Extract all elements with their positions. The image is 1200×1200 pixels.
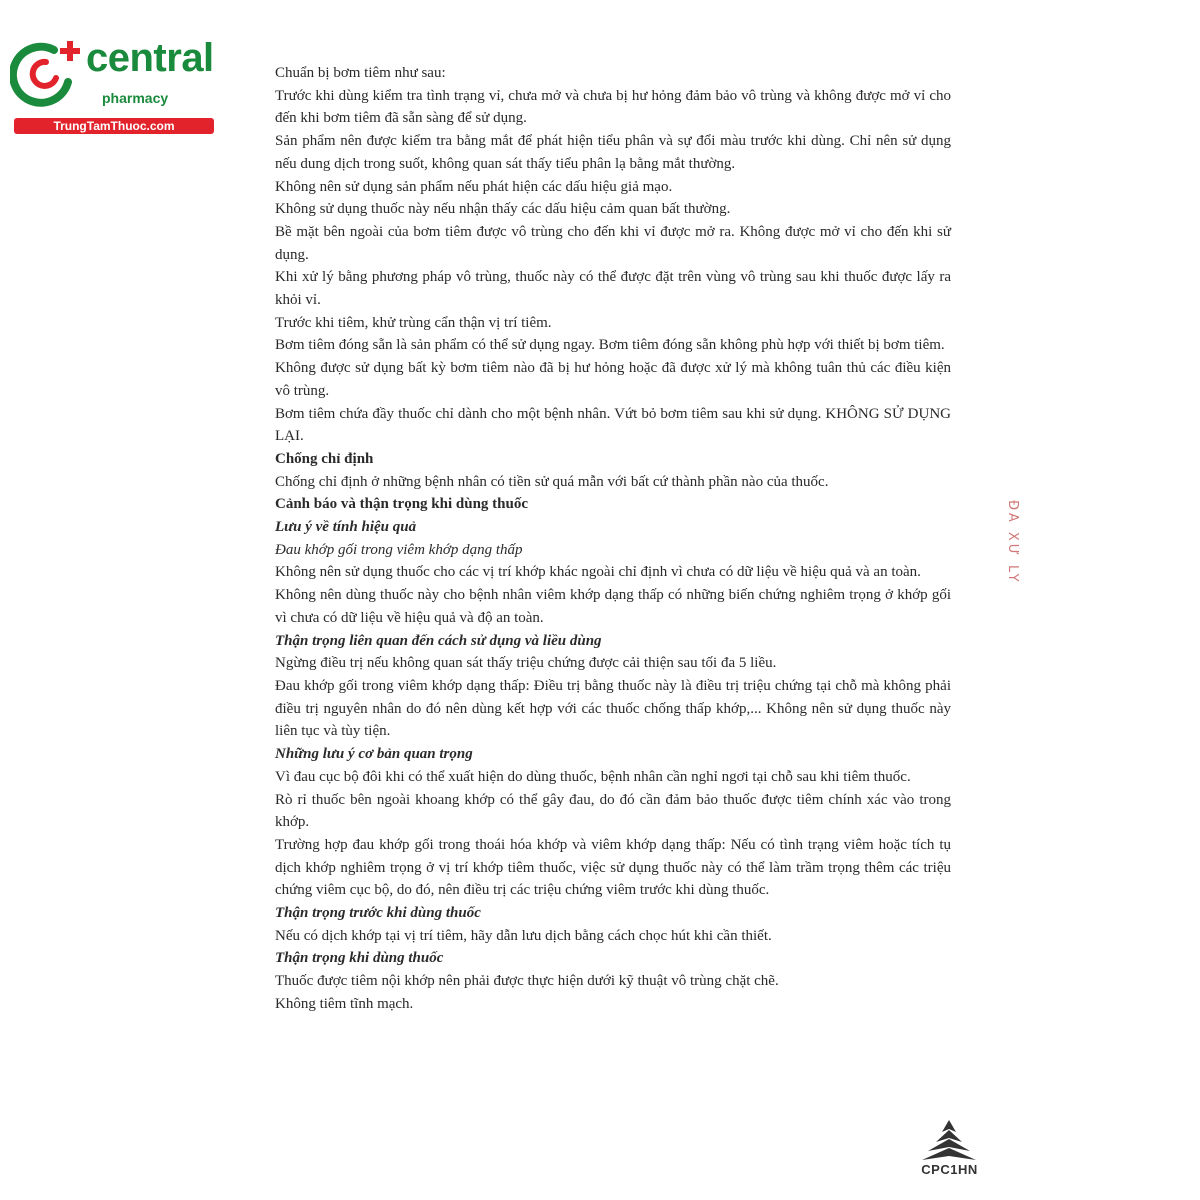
body-paragraph: Rò rỉ thuốc bên ngoài khoang khớp có thể gây đau, do đó cần đảm bảo thuốc được tiêm chính xác vào trong khớp.: [275, 791, 951, 831]
brand-website[interactable]: TrungTamThuoc.com: [14, 118, 214, 134]
body-paragraph: Không nên dùng thuốc này cho bệnh nhân viêm khớp dạng thấp có những biến chứng nghiêm trọng ở khớp gối vì chưa có dữ liệu về hiệu quả và độ an toàn.: [275, 587, 951, 626]
body-paragraph: Bơm tiêm chứa đầy thuốc chỉ dành cho một bệnh nhân. Vứt bỏ bơm tiêm sau khi sử dụng. KHÔNG SỬ DỤNG LẠI.: [275, 405, 951, 445]
subsection-heading: Những lưu ý cơ bản quan trọng: [275, 746, 473, 763]
body-paragraph: Sản phẩm nên được kiểm tra bằng mắt để phát hiện tiểu phân và sự đổi màu trước khi dùng. Chỉ nên sử dụng nếu dung dịch trong suốt, không quan sát thấy tiểu phân lạ bằng mắt thường.: [275, 133, 951, 172]
body-paragraph: Bề mặt bên ngoài của bơm tiêm được vô trùng cho đến khi vỉ được mở ra. Không được mở vỉ cho đến khi sử dụng.: [275, 223, 951, 263]
cpc1hn-logo: [912, 1118, 987, 1180]
vertical-stamp: ĐÃ XỬ LÝ: [1005, 500, 1020, 585]
body-paragraph: Vì đau cục bộ đôi khi có thể xuất hiện do dùng thuốc, bệnh nhân cần nghỉ ngơi tại chỗ sau khi tiêm thuốc.: [275, 768, 911, 785]
body-paragraph: Trường hợp đau khớp gối trong thoái hóa khớp và viêm khớp dạng thấp: Nếu có tình trạng viêm hoặc tích tụ dịch khớp nghiêm trọng ở vị trí khớp tiêm thuốc, việc sử dụng thuốc này có thể làm trầm trọng thêm các triệu chứng viêm cục bộ, do đó, nên điều trị các triệu chứng viêm trước khi dùng thuốc.: [275, 836, 951, 899]
brand-subtitle: pharmacy: [102, 90, 169, 106]
subsection-heading: Thận trọng khi dùng thuốc: [275, 950, 444, 967]
body-paragraph: Không sử dụng thuốc này nếu nhận thấy các dấu hiệu cảm quan bất thường.: [275, 201, 731, 218]
section-heading: Cảnh báo và thận trọng khi dùng thuốc: [275, 496, 529, 513]
subsection-heading: Lưu ý về tính hiệu quả: [275, 519, 417, 536]
body-paragraph: Chuẩn bị bơm tiêm như sau:: [275, 65, 446, 81]
subsection-heading: Thận trọng liên quan đến cách sử dụng và liều dùng: [275, 632, 602, 649]
body-paragraph: Nếu có dịch khớp tại vị trí tiêm, hãy dẫn lưu dịch bằng cách chọc hút khi cần thiết.: [275, 927, 772, 944]
body-paragraph: Không nên sử dụng sản phẩm nếu phát hiện các dấu hiệu giả mạo.: [275, 178, 673, 195]
subsection-heading: Thận trọng trước khi dùng thuốc: [275, 905, 481, 922]
body-paragraph: Trước khi dùng kiểm tra tình trạng vỉ, chưa mở và chưa bị hư hỏng đảm bảo vô trùng và không được mở vỉ cho đến khi bơm tiêm đã sẵn sàng để sử dụng.: [275, 87, 951, 127]
cpc1hn-emblem-icon: [912, 1118, 987, 1164]
body-paragraph: Không được sử dụng bất kỳ bơm tiêm nào đã bị hư hỏng hoặc đã được xử lý mà không tuân thủ các điều kiện vô trùng.: [275, 360, 951, 399]
section-heading: Chống chỉ định: [275, 450, 374, 467]
body-paragraph: Khi xử lý bằng phương pháp vô trùng, thuốc này có thể được đặt trên vùng vô trùng sau khi thuốc được lấy ra khỏi vỉ.: [275, 269, 951, 309]
body-paragraph: Thuốc được tiêm nội khớp nên phải được thực hiện dưới kỹ thuật vô trùng chặt chẽ.: [275, 973, 779, 990]
cpc1hn-text: CPC1HN: [921, 1162, 978, 1177]
body-paragraph: Không nên sử dụng thuốc cho các vị trí khớp khác ngoài chỉ định vì chưa có dữ liệu về hiệu quả và an toàn.: [275, 564, 921, 581]
document-body: [275, 62, 951, 1016]
subsection-heading: Đau khớp gối trong viêm khớp dạng thấp: [275, 541, 523, 558]
body-paragraph: Trước khi tiêm, khử trùng cẩn thận vị trí tiêm.: [275, 314, 552, 331]
body-paragraph: Bơm tiêm đóng sẵn là sản phẩm có thể sử dụng ngay. Bơm tiêm đóng sẵn không phù hợp với thiết bị bơm tiêm.: [275, 337, 945, 354]
body-paragraph: Ngừng điều trị nếu không quan sát thấy triệu chứng được cải thiện sau tối đa 5 liều.: [275, 655, 777, 672]
central-pharmacy-logo[interactable]: [10, 38, 215, 138]
brand-name: central: [86, 36, 214, 80]
body-paragraph: Không tiêm tĩnh mạch.: [275, 995, 414, 1012]
pharmacy-emblem-icon: [10, 38, 90, 108]
body-paragraph: Đau khớp gối trong viêm khớp dạng thấp: Điều trị bằng thuốc này là điều trị triệu chứng tại chỗ mà không phải điều trị nguyên nhân do đó nên dùng kết hợp với các thuốc chống thấp khớp,... Không nên sử dụng thuốc này liên tục và tùy tiện.: [275, 677, 951, 740]
body-paragraph: Chống chỉ định ở những bệnh nhân có tiền sử quá mẫn với bất cứ thành phần nào của thuốc.: [275, 473, 829, 490]
